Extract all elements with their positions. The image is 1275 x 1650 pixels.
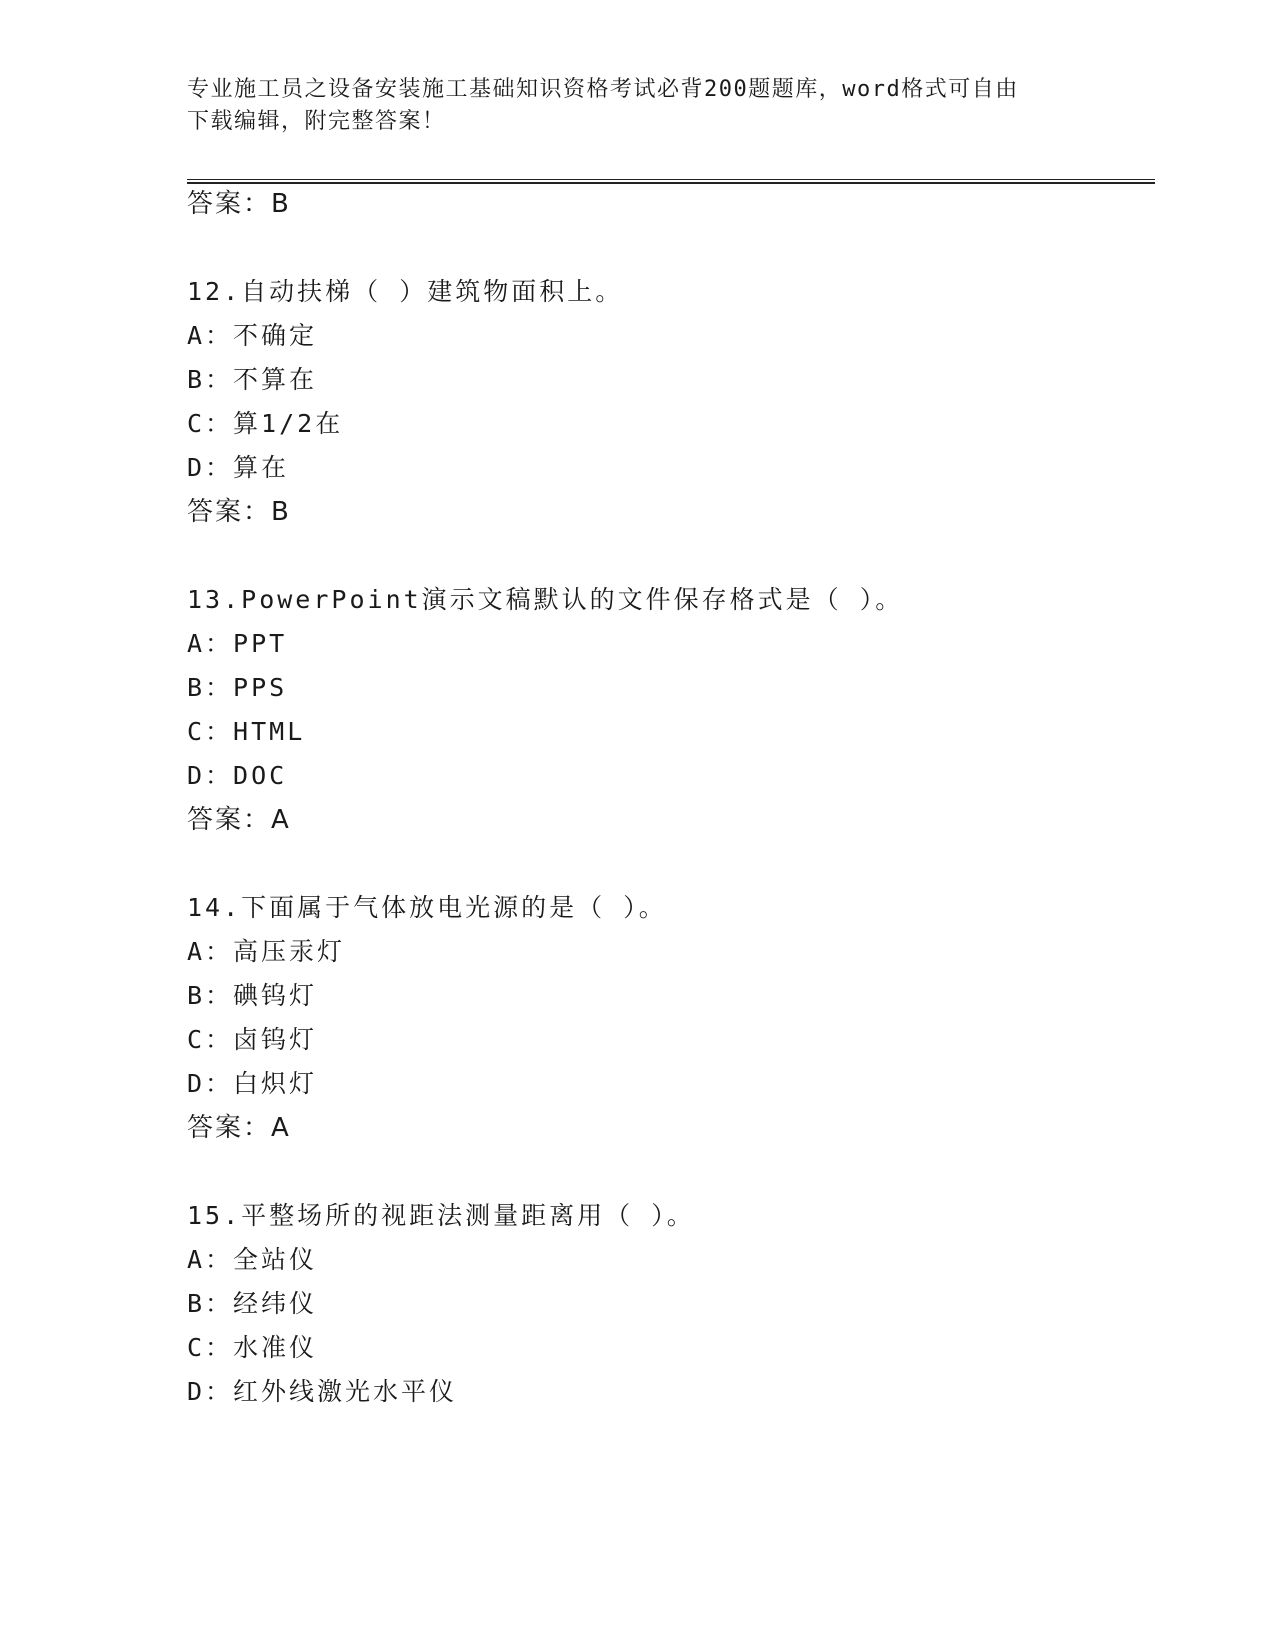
question-14-stem: 14.下面属于气体放电光源的是（ ）。	[187, 893, 667, 922]
question-14-answer: 答案：A	[187, 1113, 291, 1143]
question-12-answer: 答案：B	[187, 497, 291, 527]
question-15-stem: 15.平整场所的视距法测量距离用（ ）。	[187, 1201, 695, 1230]
question-14-option-c: C：卤钨灯	[187, 1025, 318, 1054]
question-15-option-d: D：红外线激光水平仪	[187, 1377, 458, 1406]
question-13-option-b: B：PPS	[187, 673, 288, 702]
question-15-option-c: C：水准仪	[187, 1333, 318, 1362]
question-13-option-c: C：HTML	[187, 717, 306, 746]
question-13-option-d: D：DOC	[187, 761, 288, 790]
question-13-option-a: A：PPT	[187, 629, 288, 658]
question-14-option-b: B：碘钨灯	[187, 981, 318, 1010]
question-13-answer: 答案：A	[187, 805, 291, 835]
header-line-1: 专业施工员之设备安装施工基础知识资格考试必背200题题库，word格式可自由	[187, 77, 1019, 102]
question-14-option-d: D：白炽灯	[187, 1069, 318, 1098]
question-12-stem: 12.自动扶梯（ ）建筑物面积上。	[187, 277, 624, 306]
question-14-option-a: A：高压汞灯	[187, 937, 346, 966]
question-12-option-b: B：不算在	[187, 365, 318, 394]
header-line-2: 下载编辑，附完整答案！	[187, 109, 446, 134]
document-header	[187, 74, 1087, 138]
question-12-option-a: A：不确定	[187, 321, 318, 350]
header-divider	[187, 179, 1155, 184]
question-12-option-d: D：算在	[187, 453, 290, 482]
question-13-stem: 13.PowerPoint演示文稿默认的文件保存格式是（ ）。	[187, 585, 904, 614]
question-12-option-c: C：算1/2在	[187, 409, 344, 438]
previous-answer: 答案：B	[187, 189, 291, 219]
question-15-option-a: A：全站仪	[187, 1245, 318, 1274]
question-15-option-b: B：经纬仪	[187, 1289, 318, 1318]
